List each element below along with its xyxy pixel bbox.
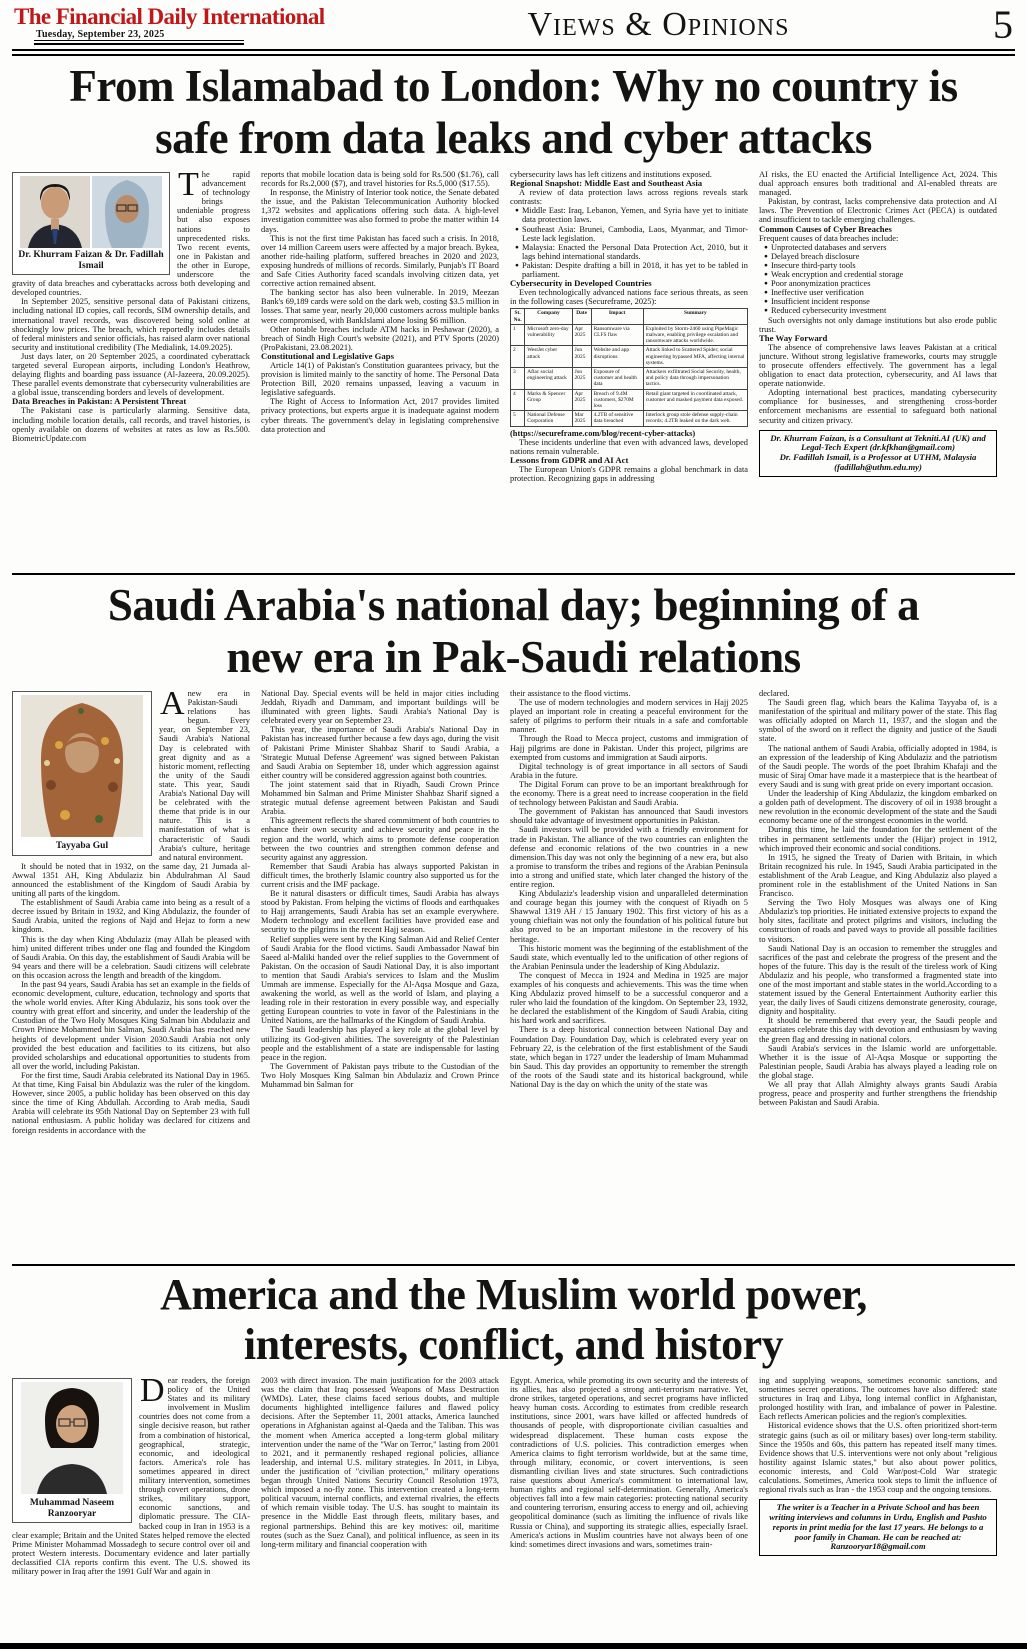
brand-rule bbox=[34, 40, 244, 45]
bullet-icon: ● bbox=[515, 261, 519, 269]
subheading: Lessons from GDPR and AI Act bbox=[510, 454, 629, 465]
article-divider bbox=[12, 1264, 1015, 1266]
paragraph: Dear readers, the foreign policy of the United States and its military involvement in Muslim countries does not come from a single decisive reason, but rather from a combination of historical, geographical, strategic, economic, and ideological factors. America's role has sometimes appeared in direct military intervention, sometimes through covert operations, drone strikes, military support, economic sanctions, and diplomatic pressure. The CIA-backed coup in Iran in 1953 is a clear example; Britain and the United States helped remove the elected Prime Minister Mohammad Mossadegh to secure control over oil and protect Western interests. Documentary evidence and later partially declassified CIA reports confirm this event. The U.S. showed its military power in Iraq after the 1991 Gulf War and again in bbox=[12, 1376, 250, 1576]
paragraph: This agreement reflects the shared commitment of both countries to enhance their own security and achieve security and peace in the region and the world, which aims to promote defense cooperation between the two countries and strengthen common defense and security against any aggression. bbox=[261, 816, 499, 862]
bullet-item: ● Poor anonymization practices bbox=[764, 279, 871, 289]
breach-table bbox=[510, 308, 748, 426]
author-photo-khurram-faizan bbox=[20, 176, 90, 248]
table-row: 3 Aflac social engineering attack Jun 2025 Exposure of customer and health data Attackers exfiltrated Social Security, health, and policy data through impersonation tactics. bbox=[511, 368, 748, 390]
paper-title: The Financial Daily International bbox=[14, 4, 325, 29]
paragraph: The European Union's GDPR remains a global benchmark in data protection. Recognizing gaps in addressing bbox=[510, 465, 748, 484]
paragraph: declared. bbox=[759, 689, 790, 698]
bullet-item: ● Malaysia: Enacted the Personal Data Protection Act, 2010, but it lags behind international standards. bbox=[515, 242, 748, 261]
bullet-icon: ● bbox=[764, 298, 768, 306]
paragraph: Pakistan, by contrast, lacks comprehensive data protection and AI laws. The Prevention of Electronic Crimes Act (PECA) is outdated and insufficient to tackle emerging challenges. bbox=[759, 197, 997, 225]
paragraph: Saudi investors will be provided with a friendly environment for trade in Pakistan. The alliance of the two countries can enlighten the defense and economic relations of the two countries in a new dimension.This day was not only the beginning of a new era, but also a promise to transform the tribes and regions of the Arabian Peninsula into a strong and unified state, which later changed the history of the entire region. bbox=[510, 825, 748, 889]
article3-headline: America and the Muslim world power, interests, conflict, and history bbox=[160, 1270, 867, 1369]
masthead-rule bbox=[12, 49, 1015, 56]
bullet-icon: ● bbox=[764, 243, 768, 251]
bullet-item: ● Insecure third-party tools bbox=[764, 260, 856, 270]
bullet-icon: ● bbox=[764, 252, 768, 260]
photo-caption: Tayyaba Gul bbox=[55, 841, 109, 852]
subheading: Regional Snapshot: Middle East and Southeast Asia bbox=[510, 178, 703, 189]
bullet-item: ● Unprotected databases and servers bbox=[764, 242, 887, 252]
article2-column-3 bbox=[510, 689, 748, 1261]
article1-column-4 bbox=[759, 170, 997, 570]
paragraph: Adopting international best practices, mandating cybersecurity compliance for businesses, and strengthening cross-border enforcement mechanisms are essential to safeguard both national security and citizen privacy. bbox=[759, 388, 997, 425]
bullet-icon: ● bbox=[764, 289, 768, 297]
paragraph: their assistance to the flood victims. bbox=[510, 689, 631, 698]
paragraph: AI risks, the EU enacted the Artificial Intelligence Act, 2024. This dual approach ensures both traditional and AI-enabled threats are managed. bbox=[759, 170, 997, 198]
subheading: Data Breaches in Pakistan: A Persistent Threat bbox=[12, 396, 187, 407]
paragraph: This is the day when King Abdulaziz (may Allah be pleased with him) united different tribes under one flag and founded the Kingdom of Saudi Arabia. On this day, the establishment of Saudi Arabia will be 94 years and there will be a celebration. Saudi citizens will celebrate on this occasion across the length and breadth of the kingdom. bbox=[12, 934, 250, 980]
paragraph: cybersecurity laws has left citizens and institutions exposed. bbox=[510, 170, 712, 179]
paragraph: Serving the Two Holy Mosques was always one of King Abdulaziz's top priorities. He initiated extensive projects to expand the holy sites, facilitate and protect pilgrims and visitors, including the construction of roads and paved ways to provide all possible facilities to visitors. bbox=[759, 898, 997, 944]
article3-column-2 bbox=[261, 1376, 499, 1601]
paragraph: ing and supplying weapons, sometimes economic sanctions, and sometimes secret operations. The outcomes have also differed: state structures in Iraq and Libya, long internal conflict in Afghanistan, prolonged hostility with Iran, and imbalance of power in Palestine. Each reflects American policies and the region's complexities. bbox=[759, 1376, 997, 1422]
paragraph: The Right of Access to Information Act, 2017 provides limited privacy protections, but experts argue it is inadequate against modern cyber threats. The government's delay in legislating comprehensive data protection and bbox=[261, 397, 499, 434]
paragraph: The establishment of Saudi Arabia came into being as a result of a decree issued by Britain in 1932, and King Abdulaziz, the founder of Saudi Arabia, united the regions of Najd and Hejaz to form a new kingdom. bbox=[12, 898, 250, 935]
bullet-item: ● Weak encryption and credential storage bbox=[764, 270, 904, 280]
paragraph: The national anthem of Saudi Arabia, officially adopted in 1984, is an expression of the leadership of King Abdulaziz and the patriotism of the Saudi people. The words of the poet Ibrahim Khafaji and the music of Siraj Omar have made it a masterpiece that is the heartbeat of every Saudi and is sung with great pride on every important occasion. bbox=[759, 743, 997, 789]
paragraph: reports that mobile location data is being sold for Rs.500 ($1.76), call records for Rs.2,000 ($7), and travel histories for Rs.5,000 ($17.55). bbox=[261, 170, 499, 189]
author-photos bbox=[16, 176, 166, 248]
paragraph: It should be remembered that every year, the Saudi people and expatriates celebrate this day with devotion and enthusiasm by waving the green flag and dressing in national colors. bbox=[759, 1016, 997, 1044]
paragraph: Historical evidence shows that the U.S. often prioritized short-term strategic gains (such as oil or military bases) over long-term stability. Since the 1950s and 60s, this pattern has repeated itself many times. Evidence shows that U.S. interventions were not only about "religious hostility against Islamic states," but also about power politics, economic interests, and Cold War/post-Cold War strategic calculations. Sometimes, America took steps to limit the influence of regional rivals such as Iran - the 1953 coup and the ongoing tensions. bbox=[759, 1421, 997, 1495]
article-saudi-national-day bbox=[12, 579, 1015, 1261]
paragraph: This is not the first time Pakistan has faced such a crisis. In 2018, over 14 million Careem users were affected by a major breach. Bykea, another ride-hailing platform, suffered breaches in 2020 and 2023, exposing hundreds of millions of records. Similarly, Punjab's IT Board and Safe Cities Authority faced scandals involving citizen data, yet corrective action remained absent. bbox=[261, 233, 499, 289]
paragraph: Such oversights not only damage institutions but also erode public trust. bbox=[759, 315, 997, 334]
page-number: 5 bbox=[993, 2, 1013, 47]
table-row: 5 National Defense Corporation Mar 2025 4.2TB of sensitive data breached Interlock group stole defense supply-chain records; 4.2TB leaked on the dark web. bbox=[511, 411, 748, 426]
paragraph: We all pray that Allah Almighty always grants Saudi Arabia progress, peace and prosperity and further strengthens the friendship between Pakistan and Saudi Arabia. bbox=[759, 1080, 997, 1108]
paragraph: Other notable breaches include ATM hacks in Peshawar (2020), a breach of Sindh High Court's website (2021), and PTV Sports (2020) (ProPakistani, 23.08.2021). bbox=[261, 324, 499, 352]
paragraph: Digital technology is of great importance in all sectors of Saudi Arabia in the future. bbox=[510, 761, 748, 780]
writer-credit: The writer is a Teacher in a Private School and has been writing interviews and columns in Urdu, English and Pashto reports in print media for the last 17 years. He belongs to a poor family in Chaman. He can be reached at: Ranzooryar18@gmail.com bbox=[769, 1502, 987, 1552]
article3-photo-box bbox=[12, 1378, 132, 1523]
paragraph: In response, the Ministry of Interior took notice, the Senate debated the issue, and the Pakistan Telecommunication Authority blocked 1,372 websites and applications offering such data. A high-level investigation committee was also formed to probe the matter within 14 days. bbox=[261, 188, 499, 234]
article2-photo-box bbox=[12, 691, 152, 856]
article3-column-4 bbox=[759, 1376, 997, 1601]
paragraph: Through the Road to Mecca project, customs and immigration of Hajj pilgrims are done in Pakistan. Under this project, pilgrims are exempted from customs and immigration at Saudi airports. bbox=[510, 734, 748, 762]
paragraph: The Government of Pakistan pays tribute to the Custodian of the Two Holy Mosques King Salman bin Abdulaziz and Crown Prince Muhammad bin Salman for bbox=[261, 1061, 499, 1090]
issue-date: Tuesday, September 23, 2025 bbox=[36, 29, 165, 40]
subheading: The Way Forward bbox=[759, 332, 828, 343]
masthead-brand-block bbox=[14, 5, 374, 45]
page-bottom-rule bbox=[0, 1643, 1027, 1649]
paragraph: Remember that Saudi Arabia has always supported Pakistan in difficult times, the brotherly Islamic country also supported us for the current crisis and the IMF package. bbox=[261, 861, 499, 889]
paragraph: During this time, he laid the foundation for the settlement of the tribes in permanent settlements under the (Hijar) project in 1912, which improved their economic and social conditions. bbox=[759, 825, 997, 853]
subheading: Cybersecurity in Developed Countries bbox=[510, 278, 652, 289]
bullet-item: ● Insufficient incident response bbox=[764, 297, 870, 307]
paragraph: The rapid advancement of technology brings undeniable progress but also exposes nations to unprecedented risks. Two recent events, one in Pakistan and the other in Europe, underscore the gravity of data breaches and cyberattacks across both developing and developed countries. bbox=[12, 170, 250, 298]
paragraph: The Saudi green flag, which bears the Kalima Tayyaba of, is a manifestation of the spiritual and military power of the state. This flag was officially adopted on March 11, 1937, and the slogan and the symbol of the sword on it reflect the dignity and justice of the Saudi state. bbox=[759, 698, 997, 744]
paragraph: In the past 94 years, Saudi Arabia has set an example in the fields of economic development, culture, education, technology and sports that the whole world envies. After King Abdulaziz, his sons took over the country with great effort and sincerity, and under the leadership of the Custodian of the Two Holy Mosques King Salman bin Abdulaziz and Crown Prince Mohammed bin Salman, Saudi Arabia has reached new heights of development under Vision 2030.Saudi Arabia not only provided the best education and facilities to its citizens, but also provided scholarships and educational opportunities to students from all over the world, including Pakistan. bbox=[12, 980, 250, 1071]
paragraph: King Abdulaziz's leadership vision and unparalleled determination and courage began this journey with the conquest of Riyadh on 5 Shawwal 1319 AH / 15 January 1902. This first victory of his as a young chieftain was not only the foundation of his political future but also proved to be an important milestone in the recovery of his heritage. bbox=[510, 889, 748, 944]
bullet-item: ● Reduced cybersecurity investment bbox=[764, 306, 887, 316]
article1-photo-box bbox=[12, 172, 170, 275]
paragraph: Under the leadership of King Abdulaziz, the kingdom embarked on a golden path of development. The discovery of oil in 1938 brought a new revolution in the economic development of the state and the Saudi economy became one of the strongest economies in the world. bbox=[759, 789, 997, 826]
bullet-icon: ● bbox=[764, 271, 768, 279]
source-url-text: (https://secureframe.com/blog/recent-cyber-attacks) bbox=[510, 428, 696, 438]
article2-column-1 bbox=[12, 689, 250, 1261]
table-row: 1 Microsoft zero-day vulnerability Apr 2025 Ransomware via CLFS flaw Exploited by Storm-2460 using PipeMagic malware, enabling privilege escalation and ransomware attacks worldwide. bbox=[511, 324, 748, 346]
article1-author-box bbox=[759, 430, 997, 477]
bullet-icon: ● bbox=[764, 261, 768, 269]
bullet-item: ● Delayed breach disclosure bbox=[764, 251, 860, 261]
article-america-muslim-world bbox=[12, 1270, 1015, 1601]
paragraph: This historic moment was the beginning of the establishment of the Saudi state, which eventually led to the unification of other regions of the Arabian Peninsula under the leadership of King Abdulaziz. bbox=[510, 943, 748, 971]
paragraph: In 1915, he signed the Treaty of Darien with Britain, in which Britain recognized his rule. In 1945, Saudi Arabia participated in the establishment of the Arab League, and King Abdulaziz also played a prominent role in the establishment of the United Nations in San Francisco. bbox=[759, 852, 997, 899]
paragraph: National Day. Special events will be held in major cities including Jeddah, Riyadh and Dammam, and important buildings will be illuminated with green lights. Saudi Arabia's National Day is celebrated every year on September 23. bbox=[261, 689, 499, 726]
paragraph: The Pakistani case is particularly alarming. Sensitive data, including mobile location details, call records, and travel histories, is openly available on dozens of websites at rates as low as Rs.500. BiometricUpdate.com bbox=[12, 406, 250, 443]
author-photo-tayyaba-gul bbox=[21, 695, 143, 837]
article2-column-2 bbox=[261, 689, 499, 1261]
paragraph: Even technologically advanced nations face serious threats, as seen in the following cases (Secureframe, 2025): bbox=[510, 288, 748, 307]
bullet-icon: ● bbox=[515, 243, 519, 251]
paragraph: Saudi Arabia's services in the Islamic world are unforgettable. Whether it is the issue of Al-Aqsa Mosque or supporting the Palestinian people, Saudi Arabia has always played a leading role on the global stage. bbox=[759, 1043, 997, 1080]
bullet-item: ● Pakistan: Despite drafting a bill in 2018, it has yet to be tabled in parliament. bbox=[515, 260, 748, 280]
paragraph: The banking sector has also been vulnerable. In 2019, Meezan Bank's 69,189 cards were sold on the dark web, costing $3.5 million in losses. That same year, nearly 20,000 customers across multiple banks were compromised, with BankIslami alone losing $6 million. bbox=[261, 288, 499, 325]
article3-column-3 bbox=[510, 1376, 748, 1601]
bullet-icon: ● bbox=[764, 307, 768, 315]
paragraph: Egypt. America, while promoting its own security and the interests of its allies, has also projected a strong anti-terrorism narrative. Yet, drone strikes, targeted operations, and secret programs have inflicted heavy human costs. According to estimates from credible research institutions, since 2001, wars have killed or affected hundreds of thousands of people, with disproportionate civilian casualties and widespread displacement. These human costs expose the contradictions of U.S. policies. This contradiction emerges when America claims to fight terrorism worldwide, but at the same time, through military, economic, or covert interventions, is seen dismantling civilian lives and state structures. Such contradictions raise questions about America's commitment to international law, human rights and regional self-determination. Generally, America's objectives fall into a few main categories: protecting national security and countering terrorism, ensuring access to energy and oil, achieving geopolitical dominance (such as limiting the influence of rivals like Russia or China), and supporting its strategic allies, especially Israel. America's actions in Muslim countries have not always been of one kind: sometimes direct invasions and wars, sometimes train- bbox=[510, 1376, 748, 1549]
article1-body bbox=[12, 170, 1015, 570]
paragraph: Be it natural disasters or difficult times, Saudi Arabia has always stood by Pakistan. From helping the victims of floods and earthquakes to Hajj arrangements, Saudi Arabia has set an example everywhere. Modern technology and excellent facilities have provided ease and security to the pilgrims in the recent Hajj season. bbox=[261, 889, 499, 935]
article2-headline: Saudi Arabia's national day; beginning of a new era in Pak-Saudi relations bbox=[107, 580, 920, 682]
article3-column-1 bbox=[12, 1376, 250, 1601]
paragraph: The joint statement said that in Riyadh, Saudi Crown Prince Mohammed bin Salman and Prime Minister Shahbaz Sharif signed a strategic mutual defense agreement between Pakistan and Saudi Arabia. bbox=[261, 779, 499, 817]
author-credit: Dr. Khurram Faizan, is a Consultant at Tekniti.AI (UK) and Legal-Tech Expert (dr.kfkhan@gmail.com) bbox=[770, 432, 986, 453]
bullet-icon: ● bbox=[764, 280, 768, 288]
table-row: 2 WestJet cyber attack Jun 2025 Website and app disruptions Attack linked to Scattered Spider; social engineering bypassed MFA, affecting internal systems. bbox=[511, 346, 748, 368]
article3-writer-box bbox=[759, 1499, 997, 1556]
bullet-icon: ● bbox=[515, 207, 519, 215]
section-title: Views & Opinions bbox=[527, 6, 790, 43]
paragraph: Article 14(1) of Pakistan's Constitution guarantees privacy, but the provision is limited mainly to the sanctity of home. The Personal Data Protection Bill, 2020 remains unpassed, leaving a vacuum in legislative safeguards. bbox=[261, 360, 499, 398]
paragraph: Relief supplies were sent by the King Salman Aid and Relief Center of Saudi Arabia for the flood victims. Saudi Ambassador Nawaf bin Saeed al-Maliki handed over the relief supplies to the Government of Pakistan. On the occasion of Saudi National Day, it is also important to mention that Saudi Arabia's services to Islam and the Muslim Ummah are immense. Especially for the Al-Aqsa Mosque and Gaza, awakening the world, as well as the world of Islam, and playing a leading role in their restoration in every possible way, and especially getting European countries to vote in favor of the Palestinians in the United Nations, are the hallmarks of the Kingdom of Saudi Arabia. bbox=[261, 934, 499, 1026]
drop-cap: T bbox=[178, 170, 199, 203]
article1-column-1 bbox=[12, 170, 250, 570]
paragraph: The Digital Forum can prove to be an important breakthrough for the economy. There is a great need to increase cooperation in the field of technology between Pakistan and Saudi Arabia. bbox=[510, 779, 748, 808]
paragraph: These incidents underline that even with advanced laws, developed nations remain vulnerable. bbox=[510, 437, 748, 456]
photo-caption: Dr. Khurram Faizan & Dr. Fadillah Ismail bbox=[18, 250, 164, 271]
article2-column-4 bbox=[759, 689, 997, 1261]
article1-column-2 bbox=[261, 170, 499, 570]
paragraph: There is a deep historical connection between National Day and Foundation Day. Foundation Day, which is celebrated every year on February 22, is the celebration of the first establishment of the Saudi state, which began in 1727 under the leadership of Imam Muhammad bin Saud. This day provides an opportunity to remember the strength of the roots of the Saudi state and its historical background, while National Day is the day on which the unity of the state was bbox=[510, 1025, 748, 1090]
bullet-item: ● Southeast Asia: Brunei, Cambodia, Laos, Myanmar, and Timor-Leste lack legislation. bbox=[515, 224, 748, 243]
table-row: 4 Marks & Spencer Group Apr 2025 Breach of 9.4M customers, $270M loss Retail giant targeted in coordinated attack, customer and masked payment data exposed. bbox=[511, 389, 748, 411]
article1-headline: From Islamabad to London: Why no country is safe from data leaks and cyber attacks bbox=[69, 61, 958, 163]
paragraph: 2003 with direct invasion. The main justification for the 2003 attack was the claim that Iraq possessed Weapons of Mass Destruction (WMDs). Later, these claims faced serious doubts, and multiple documents highlighted intelligence failures and flawed policy decisions. After the September 11, 2001 attacks, America launched operations in Afghanistan against al-Qaeda and the Taliban. This was the moment when America accepted a long-term global military intervention under the name of the "War on Terror," lasting from 2001 to 2021, and it permanently reshaped regional policies, alliance leadership, and internal U.S. military strategies. In 2011, in Libya, under the justification of "civilian protection," military operations began through United Nations Security Council Resolution 1973, which imposed a no-fly zone. This intervention created a long-term political vacuum, internal conflicts, and external rivalries, the effects of which remain visible today. The U.S. has sought to maintain its presence in the Middle East through fleets, military bases, and regional partnerships. Behind this are key motives: oil, maritime routes (such as the Suez Canal), and political influence, as seen in its long-term military and financial cooperation with bbox=[261, 1376, 499, 1549]
article-data-leaks bbox=[12, 60, 1015, 570]
masthead bbox=[12, 0, 1015, 47]
paragraph: Saudi National Day is an occasion to remember the struggles and sacrifices of the past and celebrate the progress of the present and the hopes of the future. This day is the result of the tireless work of King Abdulaziz and his people, who transformed a fragmented state into one of the most important and stable states in the world.According to a statement issued by the General Entertainment Authority earlier this year, the daily lives of Saudi citizens demonstrate generosity, courage, dignity and hospitality. bbox=[759, 943, 997, 1017]
paragraph: The conquest of Mecca in 1924 and Medina in 1925 are major examples of his conquests and achievements. This was the time when King Abdulaziz proved himself to be a successful conqueror and a ruler who laid the foundation of the kingdom. On September 23, 1932, he declared the establishment of the Kingdom of Saudi Arabia, citing his hard work and sacrifices. bbox=[510, 970, 748, 1026]
paragraph: The absence of comprehensive laws leaves Pakistan at a critical juncture. Without strong legislative frameworks, courts may struggle to prosecute offenders effectively. The government has a legal obligation to enact data protection, cybersecurity, and AI laws that operate nationwide. bbox=[759, 342, 997, 389]
author-credit: Dr. Fadillah Ismail, is a Professor at UTHM, Malaysia (fadillah@uthm.edu.my) bbox=[779, 452, 977, 473]
author-photo-fadillah-ismail bbox=[92, 176, 162, 248]
article3-body bbox=[12, 1376, 1015, 1601]
paragraph: The Saudi leadership has played a key role at the global level by utilizing its God-given abilities. The sovereignty of the Palestinian people and the establishment of a state are indispensable for lasting peace in the region. bbox=[261, 1025, 499, 1062]
article2-body bbox=[12, 689, 1015, 1261]
bullet-item: ● Ineffective user verification bbox=[764, 288, 864, 298]
paragraph: Just days later, on 20 September 2025, a coordinated cyberattack targeted several European airports, including London's Heathrow, delaying flights and boarding pass issuance (Al-Jazeera, 20.09.2025). These parallel events demonstrate that cybersecurity vulnerabilities are a global issue, transcending borders and levels of development. bbox=[12, 351, 250, 398]
subheading: Common Causes of Cyber Breaches bbox=[759, 223, 892, 234]
photo-caption: Muhammad Naseem Ranzooryar bbox=[29, 1498, 115, 1519]
paragraph: Anew era in Pakistan-Saudi relations has begun. Every year, on September 23, Saudi Arabia's National Day is celebrated with great dignity and as a historic moment, reflecting the unity of the Saudi state. This year, Saudi Arabia's National Day will be celebrated with the theme that pride is in our nature. This is a manifestation of what is characteristic of Saudi Arabia's culture, heritage and natural environment. bbox=[159, 689, 250, 862]
paragraph: A review of data protection laws across regions reveals stark contrasts: bbox=[510, 188, 748, 207]
author-photo-muhammad-naseem-ranzooryar bbox=[21, 1382, 123, 1494]
paragraph: The use of modern technologies and modern services in Hajj 2025 played an important role in creating a peaceful environment for the safety of pilgrims to perform their rituals in a safe and comfortable manner. bbox=[510, 698, 748, 735]
bullet-icon: ● bbox=[515, 225, 519, 233]
paragraph: It should be noted that in 1932, on the same day, 21 Jumada al-Awwal 1351 AH, King Abdulaziz bin Abdulrahman Al Saud announced the establishment of the Kingdom of Saudi Arabia by uniting all parts of the kingdom. bbox=[12, 861, 250, 899]
paragraph: The government of Pakistan has announced that Saudi investors should take advantage of investment opportunities in Pakistan. bbox=[510, 807, 748, 826]
paragraph: This year, the importance of Saudi Arabia's National Day in Pakistan has increased further because a few days ago, during the visit of Pakistani Prime Minister Shahbaz Sharif to Saudi Arabia, a 'Strategic Mutual Defense Agreement' was signed between Pakistan and Saudi Arabia on September 18, under which aggression against either country will be considered aggression against both countries. bbox=[261, 725, 499, 780]
paragraph: In September 2025, sensitive personal data of Pakistani citizens, including national ID copies, call records, SIM ownership details, and international travel records, was discovered being sold online at shockingly low prices. The breach, which reportedly includes details of federal ministers and senior officials, has raised alarm over national security and institutional credibility (The Medialink, 14.09.2025). bbox=[12, 297, 250, 352]
drop-cap: D bbox=[140, 1376, 165, 1409]
bullet-item: ● Middle East: Iraq, Lebanon, Yemen, and Syria have yet to initiate data protection laws. bbox=[515, 206, 748, 225]
article1-column-3 bbox=[510, 170, 748, 570]
subheading: Constitutional and Legislative Gaps bbox=[261, 350, 394, 361]
drop-cap: A bbox=[160, 689, 185, 722]
paragraph: Frequent causes of data breaches include: bbox=[759, 233, 899, 243]
paragraph: For the first time, Saudi Arabia celebrated its National Day in 1965. At that time, King Faisal bin Abdulaziz was the ruler of the kingdom. However, since 2005, a public holiday has been observed on this day since the time of King Abdullah. According to Arab media, Saudi Arabia will celebrate its 95th National Day on September 23 with full national enthusiasm. A public holiday was declared for citizens and foreign residents in accordance with the bbox=[12, 1070, 250, 1135]
article-divider bbox=[12, 573, 1015, 575]
table-header-row: St. No. Company Date Impact Summary bbox=[511, 309, 748, 324]
